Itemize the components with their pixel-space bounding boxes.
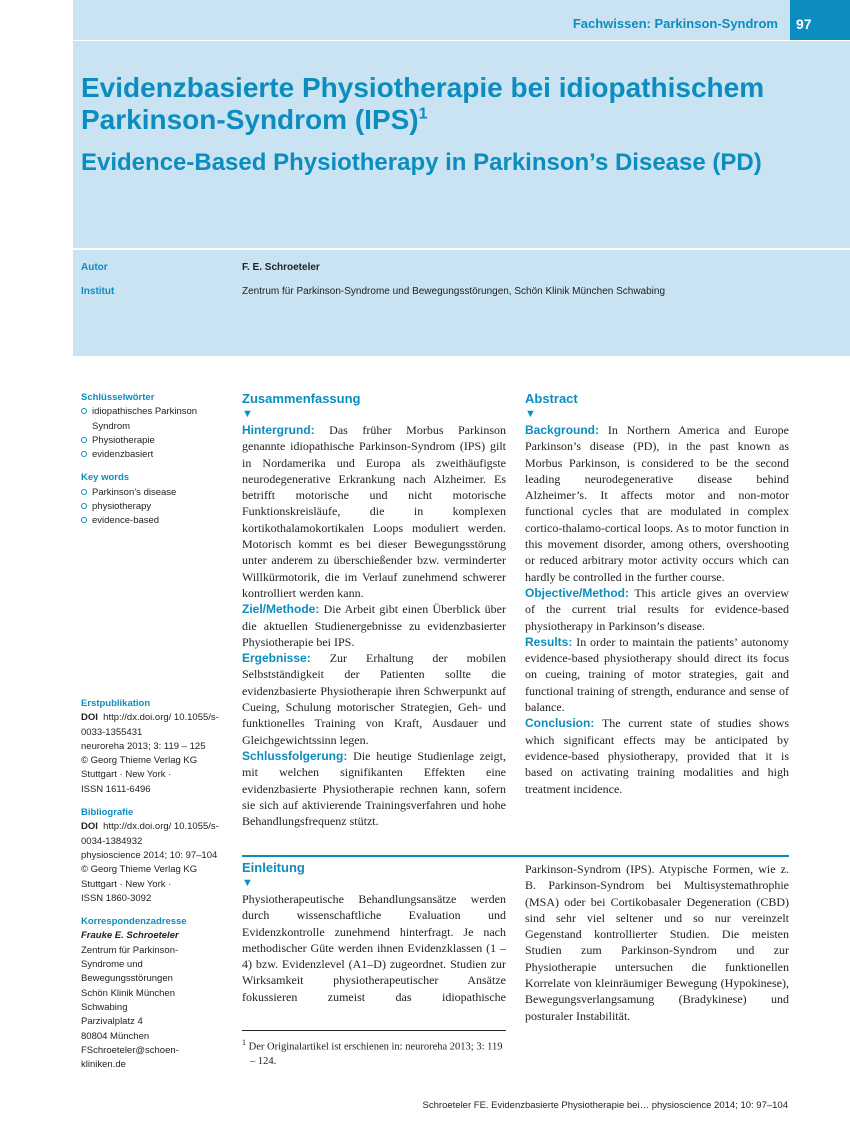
bibliografie-label: Bibliografie xyxy=(81,807,134,819)
keyword-de: Physiotherapie xyxy=(81,434,231,448)
running-title: Fachwissen: Parkinson-Syndrom xyxy=(572,16,778,31)
ergebnisse-label: Ergebnisse: xyxy=(242,651,311,666)
results-paragraph xyxy=(525,634,789,715)
correspondence-name: Frauke E. Schroeteler xyxy=(81,930,179,942)
section-marker-icon: ▼ xyxy=(242,408,253,420)
objective-text: This article gives an overview of the current trial results for evidence-based physiotherapy in Parkinson’s disease. xyxy=(525,585,789,633)
zusammenfassung-heading: Zusammenfassung xyxy=(242,391,361,406)
correspondence-line: 80804 München xyxy=(81,1030,150,1042)
keyword-de: evidenzbasiert xyxy=(81,448,231,462)
schluss-text: Die heutige Studienlage zeigt, mit welchen signifikanten Effekten eine evidenzbasierte Physiotherapie rechnen kann, sofern sie sich auf aktivierende Trainingsverfahren und hohe Behandlungsfrequenz stützt. xyxy=(242,748,507,829)
title-footnote-mark: 1 xyxy=(418,105,428,123)
einleitung-heading: Einleitung xyxy=(242,860,305,875)
ziel-label: Ziel/Methode: xyxy=(242,602,320,617)
keywords-en-label: Key words xyxy=(81,472,130,484)
conclusion-paragraph xyxy=(525,715,789,796)
ziel-paragraph xyxy=(242,601,506,650)
biblio-line: physioscience 2014; 10: 97–104 xyxy=(81,849,218,861)
keywords-de-label: Schlüsselwörter xyxy=(81,392,155,403)
biblio-line: © Georg Thieme Verlag KG xyxy=(81,864,198,876)
einleitung-left-column xyxy=(242,859,506,1005)
keyword-en: evidence-based xyxy=(81,514,231,528)
ergebnisse-paragraph xyxy=(242,650,506,748)
conclusion-label: Conclusion: xyxy=(525,716,595,731)
correspondence-line: Bewegungsstörungen xyxy=(81,973,173,985)
publication-info xyxy=(81,697,223,1072)
article-title-german xyxy=(81,72,801,136)
schluss-paragraph xyxy=(242,748,506,829)
ergebnisse-text: Zur Erhaltung der mobilen Selbstständigkeit der Patienten sollte die evidenzbasierte Physiotherapie ihren Schwerpunkt auf Cueing, Schulung motorischer Strategien, Geh- und funktionelles Training von Kraft, Ausdauer und Gleichgewichtssinn legen. xyxy=(242,651,506,747)
erstpub-line: neuroreha 2013; 3: 119 – 125 xyxy=(81,740,206,752)
einleitung-text-right: Parkinson-Syndrom (IPS). Atypische Formen, wie z. B. Parkinson-Syndrom bei Multisystemathrophie (MSA) oder bei Cortikobasaler Degeneration (CBD) sind sehr viel seltener und so nur vereinzelt Gegenstand kontrollierter Studien. Die meisten Studien zum Parkinson-Syndrom und zur Physiotherapie untersuchen die funktionellen Korrelate von kleinräumiger Bewegung (Hypokinese), Bewegungsverlangsamung (Bradykinese) und posturaler Instabilität. xyxy=(525,862,789,1023)
results-label: Results: xyxy=(525,634,573,649)
hintergrund-paragraph xyxy=(242,422,506,601)
correspondence-line: Schön Klinik München xyxy=(81,987,175,999)
institut-label: Institut xyxy=(81,286,115,297)
keywords-block xyxy=(81,391,231,529)
background-paragraph xyxy=(525,422,789,585)
keyword-en: physiotherapy xyxy=(81,500,231,514)
objective-paragraph xyxy=(525,585,789,634)
background-label: Background: xyxy=(525,423,600,437)
article-title-english: Evidence-Based Physiotherapy in Parkinson’s Disease (PD) xyxy=(81,149,762,176)
einleitung-right-column xyxy=(525,861,789,1024)
ziel-text: Die Arbeit gibt einen Überblick über die aktuellen Studienergebnisse zu evidenzbasierter Physiotherapie bei IPS. xyxy=(242,602,507,649)
doi-label: DOI xyxy=(81,712,98,724)
correspondence-email[interactable]: kliniken.de xyxy=(81,1059,126,1071)
correspondence-line: Syndrome und xyxy=(81,959,143,971)
meta-band xyxy=(73,250,850,356)
autor-label: Autor xyxy=(81,262,108,273)
page-number: 97 xyxy=(790,0,850,40)
erstpub-doi xyxy=(81,711,223,740)
einleitung-text-left: Physiotherapeutische Behandlungsansätze werden durch wissenschaftliche Evaluation und Evidenzkontrolle zunehmend hinterfragt. Je nach methodischer Güte werden ihnen Evidenzklassen (1 – 4) bzw. Evidenzlevel (A1–D) zugeordnet. Studien zur Wirksamkeit physiotherapeutischer Ansätze fokussieren zumeist das idiopathische xyxy=(242,892,506,1004)
objective-label: Objective/Method: xyxy=(525,585,630,600)
hintergrund-label: Hintergrund: xyxy=(242,423,315,437)
erstpub-line: Stuttgart · New York · xyxy=(81,769,172,781)
correspondence-line: Schwabing xyxy=(81,1001,128,1013)
keywords-en-list xyxy=(81,486,231,529)
doi-label: DOI xyxy=(81,821,98,833)
erstpub-line: ISSN 1611-6496 xyxy=(81,783,151,795)
correspondence-line: Zentrum für Parkinson- xyxy=(81,944,179,956)
footnote xyxy=(242,1036,506,1069)
hintergrund-text: Das früher Morbus Parkinson genannte idiopathische Parkinson-Syndrom (IPS) gilt in Nordamerika und Europa als zweithäufigste neurodegenerative Erkrankung nach Alzheimer. Es betrifft motorische und nicht motorische Funktionskreisläufe, die in komplexen kortikothalamokortikalen Loops moduliert werden. Motorisch kommt es bei dieser Bewegungsstörung unter anderem zu überschießender bzw. verminderter Willkürmotorik, die im Verlauf zunehmend schwerer kontrolliert werden kann. xyxy=(242,423,507,600)
correspondence-email[interactable]: FSchroeteler@schoen- xyxy=(81,1044,179,1056)
conclusion-text: The current state of studies shows which significant effects may be anticipated by evidence-based physiotherapy, provided that it is based on activating training modalities and high treatment incidence. xyxy=(525,716,789,796)
section-divider xyxy=(242,855,789,857)
footnote-mark: 1 xyxy=(242,1038,246,1047)
schluss-label: Schlussfolgerung: xyxy=(242,748,348,763)
footnote-text: Der Originalartikel ist erschienen in: neuroreha 2013; 3: 119 – 124. xyxy=(248,1041,503,1067)
background-text: In Northern America and Europe Parkinson’s disease (PD), in the past known as Morbus Parkinson, is considered to be the second leading neurodegenerative disease behind Alzheimer’s. It affects motor and non-motor functional cycles that are modulated in complex cortico-thalamo-cortical loops. As to motor function in this movement disorder, among others, overshooting or reduced arbitrary motor activity occurs which can hardly be controlled in the further course. xyxy=(525,423,789,584)
biblio-line: Stuttgart · New York · xyxy=(81,878,172,890)
biblio-doi-link[interactable]: http://dx.doi.org/ 10.1055/s-0034-1384932 xyxy=(81,821,219,847)
section-marker-icon: ▼ xyxy=(525,408,536,420)
biblio-line: ISSN 1860-3092 xyxy=(81,892,152,904)
institut-name: Zentrum für Parkinson-Syndrome und Bewegungsstörungen, Schön Klinik München Schwabing xyxy=(242,286,666,297)
keywords-de-list xyxy=(81,405,231,462)
results-text: In order to maintain the patients’ autonomy evidence-based physiotherapy should direct its focus on cueing, training of motor strategies, gait and functional training of strength, endurance and sense of balance. xyxy=(525,634,789,715)
section-marker-icon: ▼ xyxy=(242,877,253,889)
title-german-text: Evidenzbasierte Physiotherapie bei idiopathischem Parkinson-Syndrom (IPS) xyxy=(81,72,765,135)
erstpub-doi-link[interactable]: http://dx.doi.org/ 10.1055/s-0033-1355431 xyxy=(81,712,219,738)
zusammenfassung-section xyxy=(242,390,506,829)
erstpublikation-label: Erstpublikation xyxy=(81,698,151,709)
erstpub-line: © Georg Thieme Verlag KG xyxy=(81,755,198,767)
keyword-de: idiopathisches Parkinson Syndrom xyxy=(81,405,201,434)
keyword-en: Parkinson’s disease xyxy=(81,486,231,500)
page-footer-citation: Schroeteler FE. Evidenzbasierte Physiotherapie bei… physioscience 2014; 10: 97–104 xyxy=(422,1100,788,1111)
correspondence-line: Parzivalplatz 4 xyxy=(81,1016,143,1028)
biblio-doi xyxy=(81,820,223,849)
abstract-heading: Abstract xyxy=(525,391,578,406)
abstract-section xyxy=(525,390,789,797)
autor-name: F. E. Schroeteler xyxy=(242,262,320,273)
footnote-rule xyxy=(242,1030,506,1031)
korrespondenz-label: Korrespondenzadresse xyxy=(81,916,187,928)
